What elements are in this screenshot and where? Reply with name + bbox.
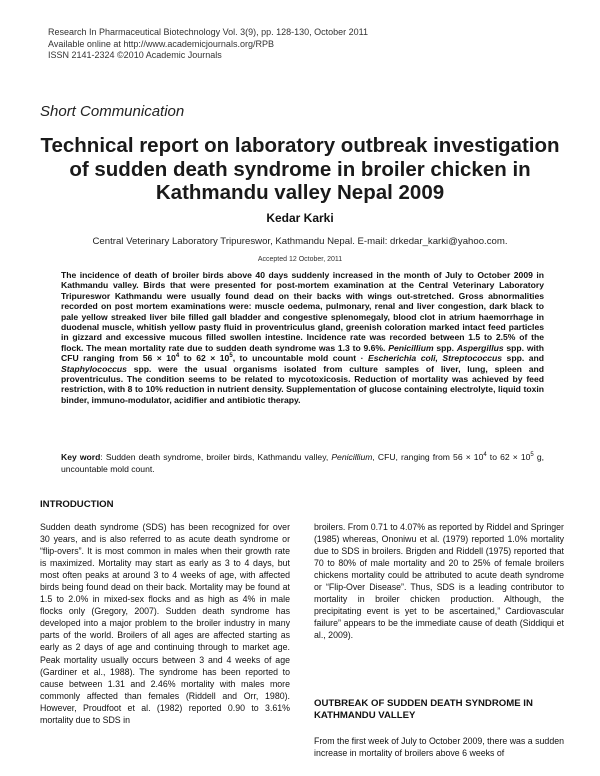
keywords [61,451,544,475]
abstract-text: spp. and [502,353,544,364]
journal-availability: Available online at http://www.academicjournals.org/RPB [48,38,274,49]
author-affiliation: Central Veterinary Laboratory Tripureswor, Kathmandu Nepal. E-mail: drkedar_karki@yahoo.com. [92,236,508,247]
journal-citation: Research In Pharmaceutical Biotechnology Vol. 3(9), pp. 128-130, October 2011 [48,27,369,37]
introduction-heading: INTRODUCTION [40,499,114,510]
outbreak-heading: OUTBREAK OF SUDDEN DEATH SYNDROME IN KATHMANDU VALLEY [314,698,533,721]
keywords-organism: Penicillium [331,452,373,462]
outbreak-text: From the first week of July to October 2009, there was a sudden increase in mortality of broilers above 6 weeks of [314,736,564,759]
abstract-organism: Aspergillus [456,342,504,353]
journal-issn: ISSN 2141-2324 ©2010 Academic Journals [48,50,222,61]
introduction-left-column: Sudden death syndrome (SDS) has been recognized for over 30 years, and is also referred to as acute death syndrome or “flip-overs”. It is most common in males when their growth rate is maximized. Mortality may start as early as 3 to 4 days, but most often peaks at around 3 to 4 weeks of age, with affected birds being found dead on their back. Mortality may be found at 1.5 to 2.0% in mixed-sex flocks and as high as 4% in male flocks only (Gregory, 2007). Sudden death syndrome has developed into a major problem to the broiler industry in many parts of the world. Broilers of all ages are affected starting as early as 2 days of age and continuing through to market age. Peak mortality usually occurs between 3 and 4 weeks of age (Gardiner et al., 1988). The syndrome has been reported to cause between 1.31 and 2.46% mortality with males more commonly affected than females (Riddell and Orr, 1980). However, Proudfoot et al. (1982) reported 0.90 to 3.61% mortality due to SDS in [40,522,290,725]
abstract-text: · [360,353,364,364]
keywords-text: , CFU, ranging from 56 × 10 [372,452,484,462]
abstract-text: , to uncountable mold count [232,353,361,364]
keywords-text: g, uncountable mold count. [61,452,544,474]
author-name: Kedar Karki [266,211,334,225]
keywords-text: Sudden death syndrome, broiler birds, Kathmandu valley, [105,452,332,462]
keywords-exponent: 5 [530,452,534,459]
abstract-text: The incidence of death of broiler birds above 40 days suddenly increased in the month of July to October 2009 in Kathmandu valley. Birds that were presented for post-mortem examination at the Central Veterinary Laboratory Tripureswor Kathmandu were usually found dead on their backs with wings out-stretched. Gross abnormalities recorded on post mortem examinations were: muscle oedema, pulmonary, renal and liver congestion, dark black to pale yellow streaked liver bile filled gall bladder and congestive splenomegaly, blood clot in atrium haemorrhage in duodenal muscle, whitish yellow pasty fluid in proventriculus gland, greenish coloration marked intact feed particles in gizzard and excessive mucous filled swollen intestine. Incidence rate was recorded between 1.5 to 2.5% of the flock. The mean mortality rate due to sudden death syndrome was 1.3 to 9.6%. [61,270,544,353]
abstract-organism: Penicillium [388,342,434,353]
abstract-organism: Streptococcus [442,353,503,364]
abstract [61,270,544,405]
abstract-exponent: 4 [175,353,180,360]
introduction-right-column: broilers. From 0.71 to 4.07% as reported by Riddel and Springer (1985) whereas, Ononiwu et al. (1979) reported 1.0% mortality due to SDS in broilers. Brigden and Riddell (1975) reported that 70 to 80% of male mortality and 20 to 25% of female broilers chickens mortality could be attributed to acute death syndrome or “Flip-Over Disease”. Thus, SDS is a leading contributor to mortality in broiler chicken production. Although, the precipitating event is yet to be ascertained,” Cardiovascular failure” appears to be the immediate cause of death (Siddiqui et al., 2009). [314,522,564,641]
abstract-text: spp. [433,342,457,353]
keywords-label: Key word [61,452,101,462]
abstract-organism: Escherichia coli, [367,353,438,364]
keywords-exponent: 4 [483,452,487,459]
abstract-text: spp. were the usual organisms isolated from culture samples of liver, lung, spleen and proventriculus. The condition seems to be related to mycotoxicosis. Reduction of mortality was achieved by feed restriction, with 8 to 10% reduction in nutrient density. Supplementation of glucose containing electrolyte, liquid toxin binder, immuno-modulator, acidifier and antibiotic therapy. [61,363,544,405]
paper-title: Technical report on laboratory outbreak investigation of sudden death syndrome in broiler chicken in Kathmandu valley Nepal 2009 [40,134,560,204]
keywords-text: : [100,452,106,462]
journal-header [48,27,368,62]
abstract-text: to 62 × 10 [179,353,230,364]
accepted-date: Accepted 12 October, 2011 [257,256,343,263]
abstract-organism: Staphylococcus [61,363,127,374]
keywords-text: to 62 × 10 [486,452,531,462]
section-tag: Short Communication [40,103,185,120]
abstract-exponent: 5 [229,353,233,360]
abstract-text: spp. with CFU ranging from 56 × 10 [61,342,545,364]
